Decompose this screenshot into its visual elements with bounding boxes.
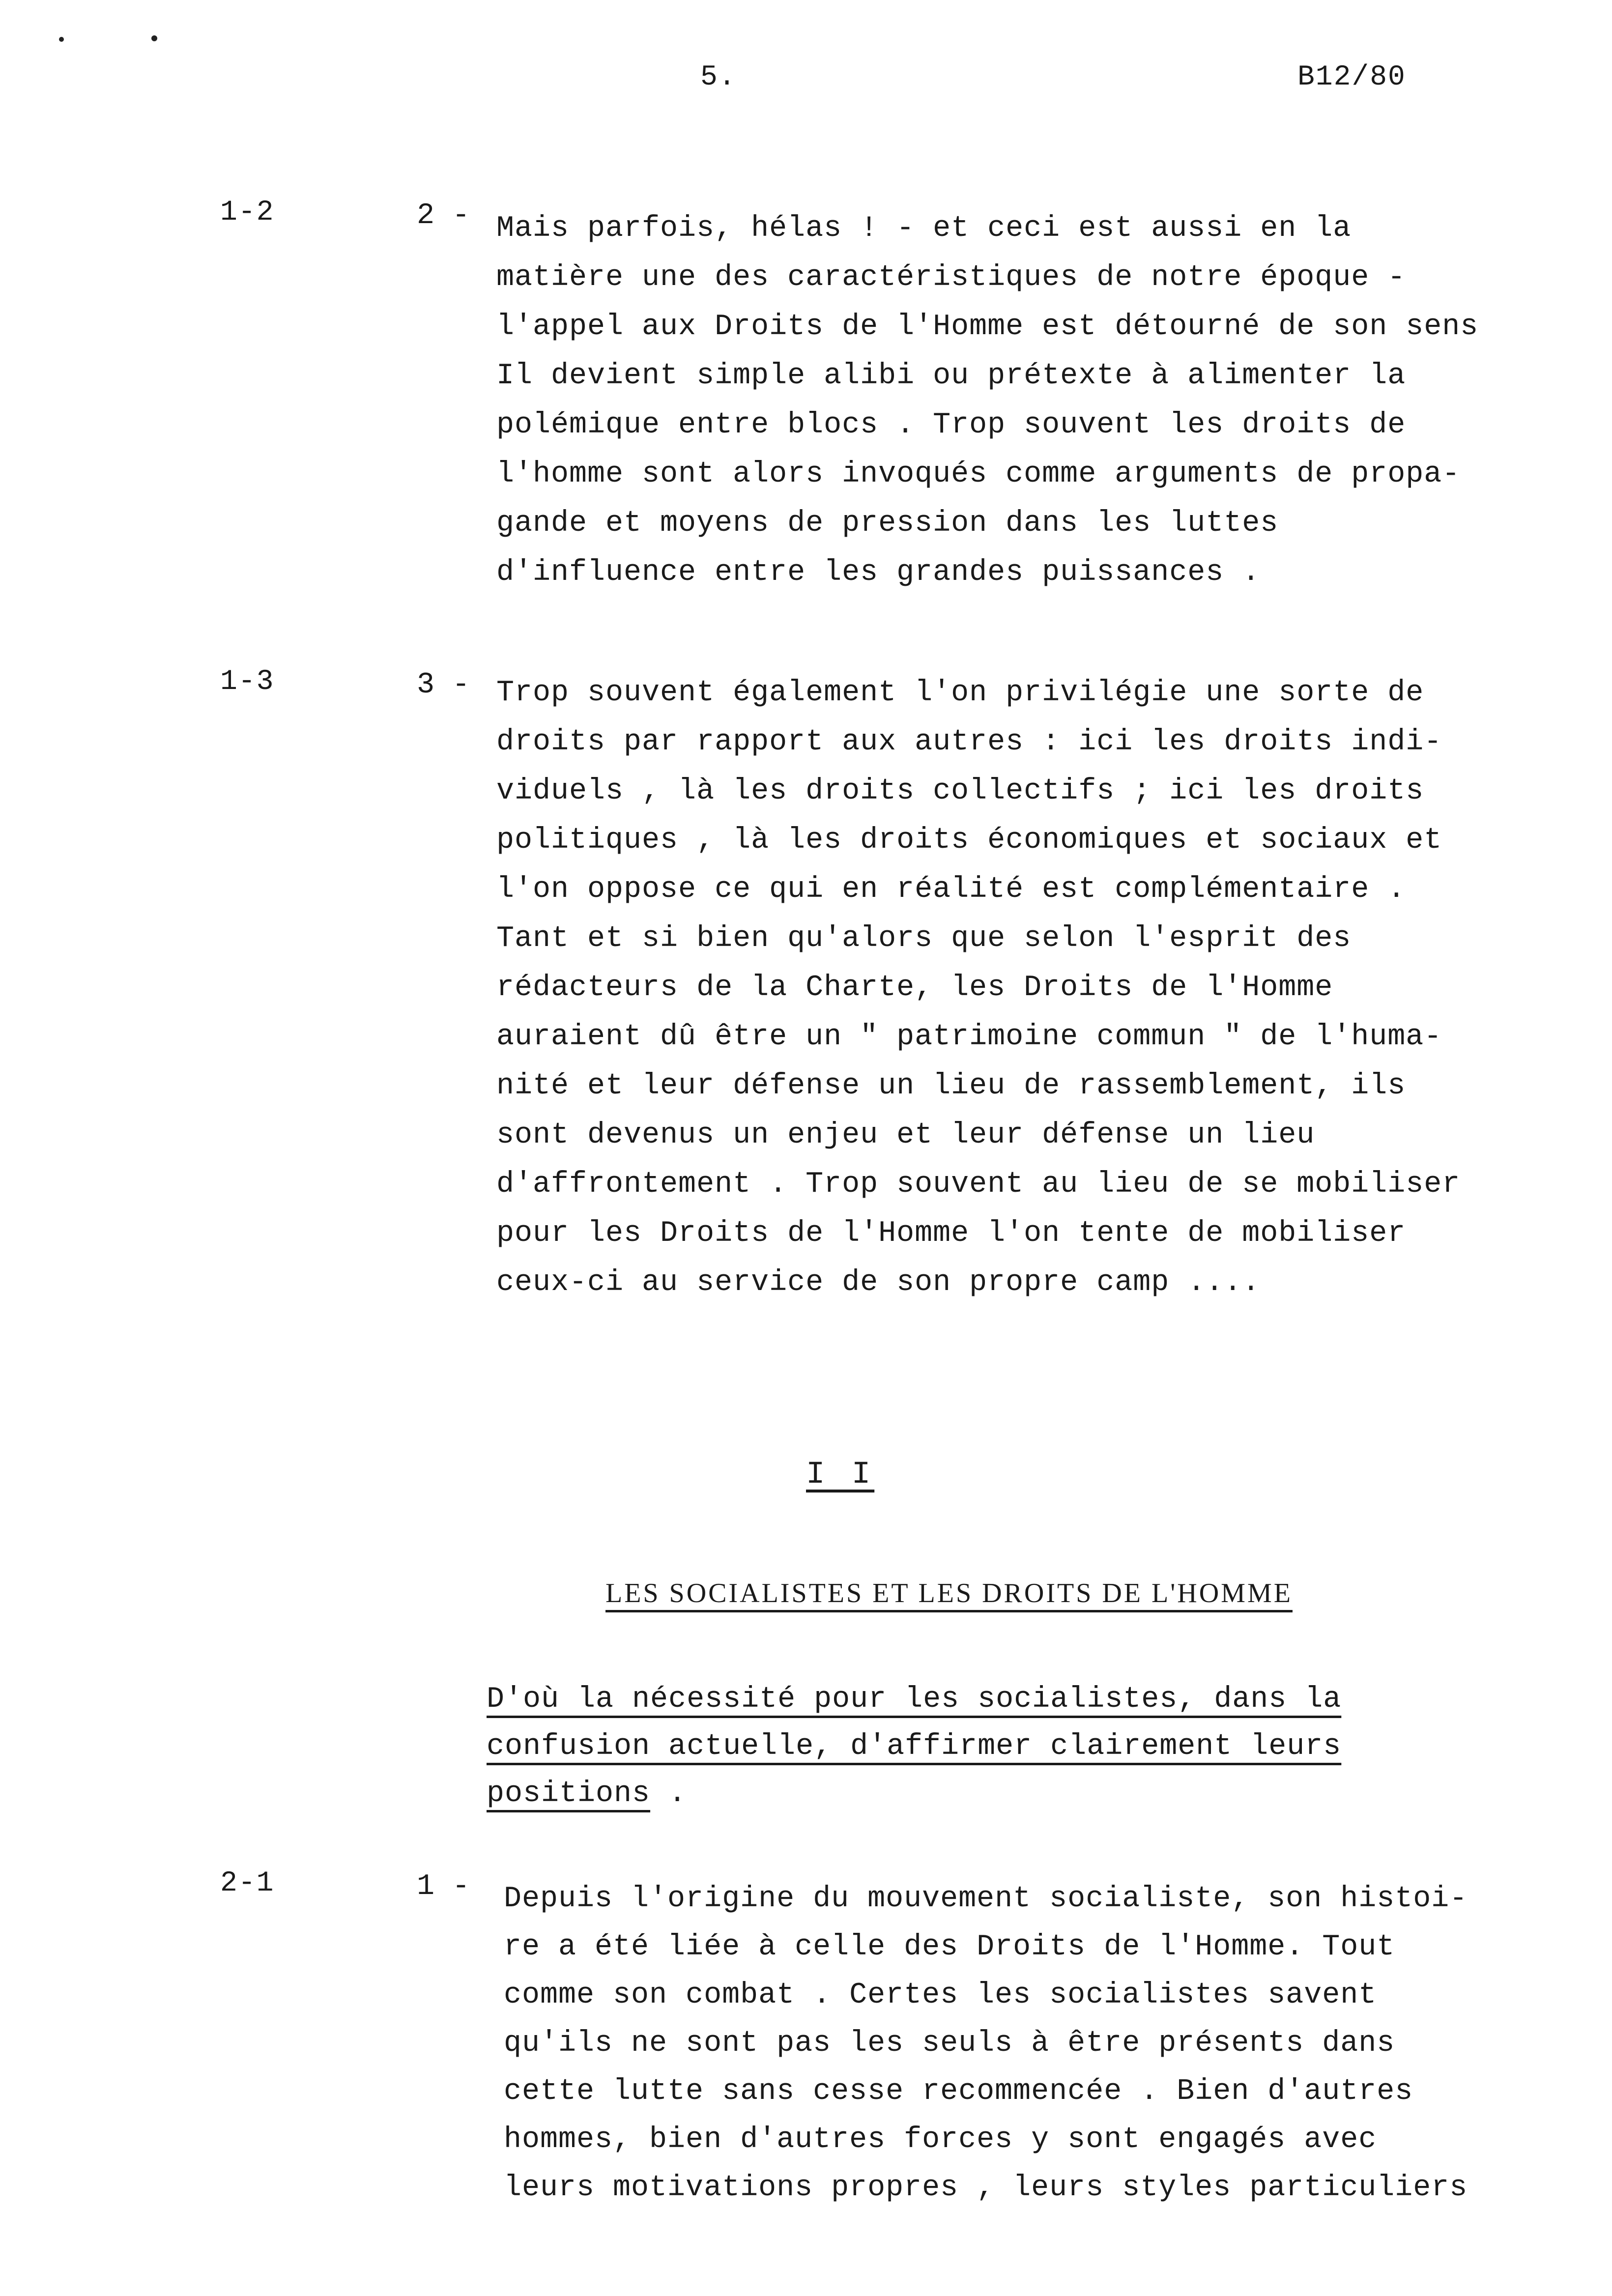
margin-reference: 1-3	[220, 666, 275, 698]
text-line: gande et moyens de pression dans les luttes	[496, 507, 1279, 540]
intro-line: positions	[487, 1777, 651, 1810]
margin-reference: 2-1	[220, 1867, 275, 1899]
item-number: 3 -	[417, 668, 470, 702]
text-line: l'appel aux Droits de l'Homme est détourné de son sens	[496, 310, 1479, 344]
text-line: Mais parfois, hélas ! - et ceci est aussi en la	[496, 212, 1352, 245]
text-line: hommes, bien d'autres forces y sont engagés avec	[504, 2123, 1377, 2156]
paragraph-2-1	[504, 1875, 1605, 2212]
section-intro	[487, 1676, 1430, 1817]
paragraph-1-3	[496, 668, 1597, 1307]
text-line: sont devenus un enjeu et leur défense un lieu	[496, 1119, 1315, 1152]
section-number: I I	[806, 1457, 875, 1492]
text-line: leurs motivations propres , leurs styles particuliers	[504, 2171, 1468, 2205]
paragraph-1-2	[496, 204, 1597, 597]
text-line: l'on oppose ce qui en réalité est complémentaire .	[496, 873, 1406, 906]
page-number: 5.	[700, 61, 737, 93]
item-number: 1 -	[417, 1870, 470, 1903]
text-line: Trop souvent également l'on privilégie une sorte de	[496, 676, 1424, 710]
text-line: re a été liée à celle des Droits de l'Homme. Tout	[504, 1930, 1395, 1964]
text-line: auraient dû être un " patrimoine commun " de l'huma-	[496, 1020, 1442, 1054]
scan-speck	[151, 35, 157, 41]
text-line: l'homme sont alors invoqués comme arguments de propa-	[496, 458, 1461, 491]
text-line: pour les Droits de l'Homme l'on tente de mobiliser	[496, 1217, 1406, 1250]
text-line: rédacteurs de la Charte, les Droits de l'Homme	[496, 971, 1333, 1004]
text-line: nité et leur défense un lieu de rassemblement, ils	[496, 1069, 1406, 1103]
text-line: qu'ils ne sont pas les seuls à être présents dans	[504, 2027, 1395, 2060]
text-line: droits par rapport aux autres : ici les droits indi-	[496, 725, 1442, 759]
intro-line: D'où la nécessité pour les socialistes, dans la	[487, 1683, 1342, 1716]
text-line: ceux-ci au service de son propre camp ....	[496, 1266, 1261, 1299]
text-line: d'influence entre les grandes puissances .	[496, 556, 1261, 589]
text-line: Tant et si bien qu'alors que selon l'esprit des	[496, 922, 1352, 955]
intro-tail: .	[650, 1777, 687, 1810]
intro-line: confusion actuelle, d'affirmer clairement leurs	[487, 1730, 1342, 1763]
scan-speck	[59, 37, 64, 42]
item-number: 2 -	[417, 199, 470, 232]
section-title: LES SOCIALISTES ET LES DROITS DE L'HOMME	[605, 1578, 1293, 1608]
text-line: Depuis l'origine du mouvement socialiste, son histoi-	[504, 1882, 1468, 1916]
text-line: polémique entre blocs . Trop souvent les droits de	[496, 408, 1406, 442]
text-line: comme son combat . Certes les socialistes savent	[504, 1979, 1377, 2012]
text-line: d'affrontement . Trop souvent au lieu de se mobiliser	[496, 1168, 1461, 1201]
text-line: politiques , là les droits économiques et sociaux et	[496, 824, 1442, 857]
margin-reference: 1-2	[220, 197, 275, 229]
text-line: viduels , là les droits collectifs ; ici les droits	[496, 775, 1424, 808]
text-line: matière une des caractéristiques de notre époque -	[496, 261, 1406, 294]
text-line: Il devient simple alibi ou prétexte à alimenter la	[496, 359, 1406, 393]
document-reference: B12/80	[1297, 61, 1406, 93]
text-line: cette lutte sans cesse recommencée . Bien d'autres	[504, 2075, 1413, 2108]
